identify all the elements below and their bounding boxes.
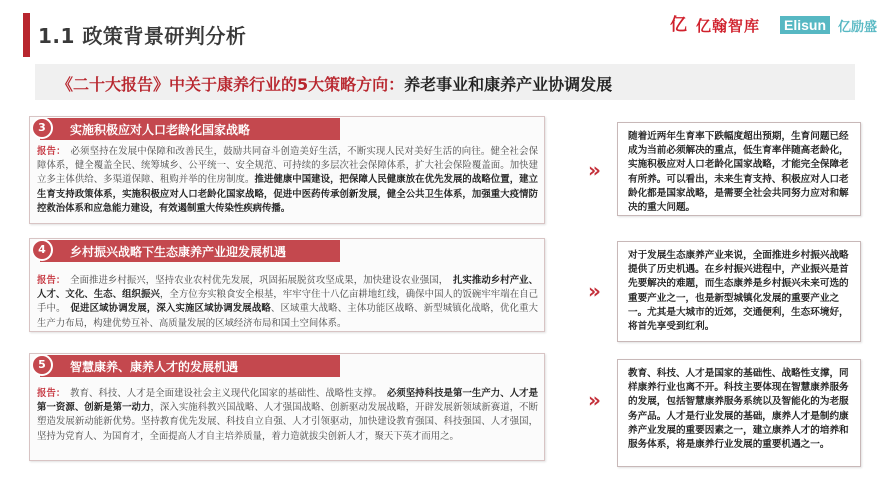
brand-logos bbox=[670, 12, 877, 38]
banner-dark-text: 养老事业和康养产业协调发展 bbox=[404, 75, 613, 94]
banner-red-text: 《二十大报告》中关于康养行业的5大策略方向： bbox=[57, 75, 405, 94]
section-note-4: 对于发展生态康养产业来说，全面推进乡村振兴战略提供了历史机遇。在乡村振兴进程中，产业振兴是首先要解决的难题，而生态康养是乡村振兴未来可选的重要产业之一，也是新型城镇化发展的重要产业之一。尤其是大城市的近郊，交通便利，生态环境好，将首先享受到红利。 bbox=[617, 241, 861, 342]
page-title: 1.1 政策背景研判分析 bbox=[38, 24, 247, 48]
section-card-5 bbox=[29, 353, 545, 461]
section-note-3: 随着近两年生育率下跌幅度超出预期，生育问题已经成为当前必须解决的重点，低生育率伴随高老龄化，实施积极应对人口老龄化国家战略，才能完全保障老有所养。可以看出，未来生育支持、积极应对人口老龄化都是国家战略，是需要全社会共同努力应对和解决的重大问题。 bbox=[617, 122, 861, 216]
elisun-logo-text: 亿励盛 bbox=[838, 19, 878, 35]
section-header bbox=[40, 355, 340, 377]
section-body: 报告： 全面推进乡村振兴，坚持农业农村优先发展，巩固拓展脱贫攻坚成果，加快建设农业强国， 扎实推动乡村产业、人才、文化、生态、组织振兴，全方位夯实粮食安全根基，牢牢守住十八亿亩耕地红线，确保中国人的饭碗牢牢端在自己手中。 促进区域协调发展，深入实施区域协调发展战略、区域重大战略、主体功能区战略、新型城镇化战略，优化重大生产力布局，构建优势互补、高质量发展的区域经济布局和国土空间体系。 bbox=[37, 275, 538, 329]
section-number-badge: 5 bbox=[31, 354, 53, 376]
report-label: 报告： bbox=[37, 146, 61, 157]
section-title: 实施积极应对人口老龄化国家战略 bbox=[70, 123, 251, 137]
subtitle-banner bbox=[35, 64, 855, 100]
banner-text bbox=[57, 72, 612, 95]
report-label: 报告： bbox=[37, 275, 61, 286]
yihan-logo-icon: 亿 bbox=[670, 15, 687, 35]
section-title: 乡村振兴战略下生态康养产业迎发展机遇 bbox=[70, 245, 287, 259]
section-number-badge: 4 bbox=[31, 239, 53, 261]
section-card-3 bbox=[29, 116, 545, 224]
section-body: 报告： 必须坚持在发展中保障和改善民生，鼓励共同奋斗创造美好生活，不断实现人民对美好生活的向往。健全社会保障体系，健全覆盖全民、统筹城乡、公平统一、安全规范、可持续的多层次社会保障体系，扩大社会保险覆盖面。加快建立多主体供给、多渠道保障、租购并举的住房制度。推进健康中国建设，把保障人民健康放在优先发展的战略位置，建立生育支持政策体系，实施积极应对人口老龄化国家战略，促进中医药传承创新发展，健全公共卫生体系，加强重大疫情防控救治体系和应急能力建设，有效遏制重大传染性疾病传播。 bbox=[37, 146, 538, 214]
section-header bbox=[40, 240, 340, 262]
section-note-5: 教育、科技、人才是国家的基础性、战略性支撑，同样康养行业也离不开。科技主要体现在智慧康养服务的发展，包括智慧康养服务系统以及智能化的为老服务产品。人才是行业发展的基础，康养人才是制约康养产业发展的重要因素之一，建立康养人才的培养和服务体系，将是康养行业发展的重要机遇之一。 bbox=[617, 359, 861, 467]
double-chevron-right-icon: » bbox=[588, 158, 601, 182]
section-number-badge: 3 bbox=[31, 117, 53, 139]
section-header bbox=[40, 118, 340, 140]
section-title: 智慧康养、康养人才的发展机遇 bbox=[70, 360, 239, 374]
report-label: 报告： bbox=[37, 388, 61, 399]
title-accent-bar bbox=[23, 13, 30, 57]
double-chevron-right-icon: » bbox=[588, 388, 601, 412]
elisun-logo-box: Elisun bbox=[780, 16, 830, 34]
section-body: 报告： 教育、科技、人才是全面建设社会主义现代化国家的基础性、战略性支撑。 必须坚持科技是第一生产力、人才是第一资源、创新是第一动力，深入实施科教兴国战略、人才强国战略、创新驱动发展战略，开辟发展新领域新赛道，不断塑造发展新动能新优势。坚持教育优先发展、科技自立自强、人才引领驱动，加快建设教育强国、科技强国、人才强国，坚持为党育人、为国育才，全面提高人才自主培养质量，着力造就拔尖创新人才，聚天下英才而用之。 bbox=[37, 388, 538, 442]
section-card-4 bbox=[29, 238, 545, 332]
yihan-logo-text: 亿翰智库 bbox=[696, 16, 761, 35]
double-chevron-right-icon: » bbox=[588, 279, 601, 303]
